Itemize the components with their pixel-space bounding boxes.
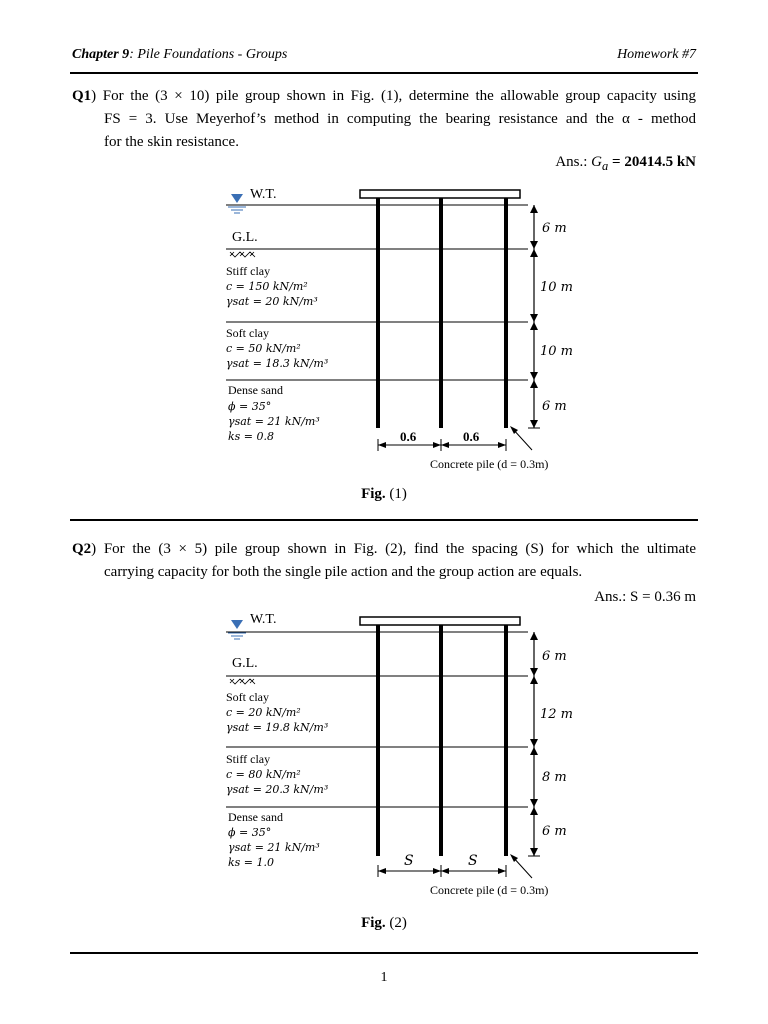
layer1-c: c = 20 kN/m²	[226, 706, 301, 719]
answer-1-prefix: Ans.:	[555, 154, 592, 170]
layer3-name: Dense sand	[228, 810, 283, 824]
header-rule	[70, 72, 698, 74]
spacing-1: 0.6	[400, 429, 417, 444]
pile-label: Concrete pile (d = 0.3m)	[430, 457, 549, 471]
pile-cap	[360, 190, 520, 198]
layer3-gamma: γsat = 21 kN/m³	[228, 841, 320, 854]
pile-label: Concrete pile (d = 0.3m)	[430, 883, 549, 897]
question-2	[72, 538, 696, 584]
section-rule	[70, 519, 698, 521]
question-1-line1: ) For the (3 × 10) pile group shown in Fig. (1), determine the allowable group capacity using	[91, 88, 696, 104]
figure-1-caption	[0, 486, 768, 503]
layer1-gamma: γsat = 20 kN/m³	[226, 295, 318, 308]
ground-hatch-icon	[230, 252, 255, 257]
spacing-2: 0.6	[463, 429, 480, 444]
layer1-name: Stiff clay	[226, 264, 271, 278]
layer2-gamma: γsat = 20.3 kN/m³	[226, 783, 329, 796]
layer1-c: c = 150 kN/m²	[226, 280, 308, 293]
pile-cap	[360, 617, 520, 625]
figure-2-caption	[0, 915, 768, 932]
dim-1: 6 m	[542, 221, 567, 236]
ground-hatch-icon	[230, 679, 255, 684]
dim-3: 8 m	[542, 770, 567, 785]
figure-1	[0, 180, 768, 480]
layer2-c: c = 80 kN/m²	[226, 768, 301, 781]
dim-4: 6 m	[542, 824, 567, 839]
answer-1-sub: a	[602, 159, 609, 173]
dim-3: 10 m	[540, 344, 574, 359]
question-2-id: Q2	[72, 541, 92, 557]
layer2-name: Soft clay	[226, 326, 269, 340]
figure-2-caption-num: (2)	[385, 915, 407, 931]
question-1-id: Q1	[72, 88, 92, 104]
question-1-line3: for the skin resistance.	[104, 134, 239, 150]
question-1	[72, 85, 696, 154]
layer3-name: Dense sand	[228, 383, 283, 397]
spacing-1: S	[404, 853, 414, 869]
question-1-line2: FS = 3. Use Meyerhof’s method in computing the bearing resistance and the α - method	[104, 111, 696, 127]
layer3-phi: ϕ = 35°	[228, 826, 272, 839]
layer3-gamma: γsat = 21 kN/m³	[228, 415, 320, 428]
question-2-line1: ) For the (3 × 5) pile group shown in Fig. (2), find the spacing (S) for which the ultimate	[91, 541, 696, 557]
figure-2-caption-bold: Fig.	[361, 915, 386, 931]
layer2-name: Stiff clay	[226, 752, 271, 766]
layer3-ks: ks = 1.0	[228, 856, 275, 869]
chapter-prefix: Chapter 9	[72, 47, 130, 62]
layer3-ks: ks = 0.8	[228, 430, 275, 443]
homework-label: Homework #7	[617, 47, 696, 62]
question-2-line2: carrying capacity for both the single pile action and the group action are equals.	[104, 564, 583, 580]
gl-label: G.L.	[232, 230, 258, 245]
dim-4: 6 m	[542, 399, 567, 414]
gl-label: G.L.	[232, 656, 258, 671]
footer-rule	[70, 952, 698, 954]
figure-1-caption-bold: Fig.	[361, 486, 386, 502]
chapter-header	[72, 47, 287, 63]
water-table-icon	[231, 620, 243, 629]
answer-1	[555, 154, 696, 174]
layer2-c: c = 50 kN/m²	[226, 342, 301, 355]
layer1-gamma: γsat = 19.8 kN/m³	[226, 721, 329, 734]
wt-label: W.T.	[250, 187, 277, 202]
dim-1: 6 m	[542, 649, 567, 664]
wt-label: W.T.	[250, 612, 277, 627]
spacing-2: S	[468, 853, 478, 869]
layer3-phi: ϕ = 35°	[228, 400, 272, 413]
chapter-title: : Pile Foundations - Groups	[129, 47, 288, 62]
layer1-name: Soft clay	[226, 690, 269, 704]
answer-2: Ans.: S = 0.36 m	[594, 589, 696, 605]
figure-2	[0, 606, 768, 906]
dim-2: 10 m	[540, 280, 574, 295]
layer2-gamma: γsat = 18.3 kN/m³	[226, 357, 329, 370]
page-number: 1	[380, 970, 388, 985]
dim-2: 12 m	[540, 707, 574, 722]
water-table-icon	[231, 194, 243, 203]
answer-1-symbol: G	[591, 154, 603, 170]
figure-1-caption-num: (1)	[385, 486, 407, 502]
answer-1-value: = 20414.5 kN	[608, 154, 696, 170]
